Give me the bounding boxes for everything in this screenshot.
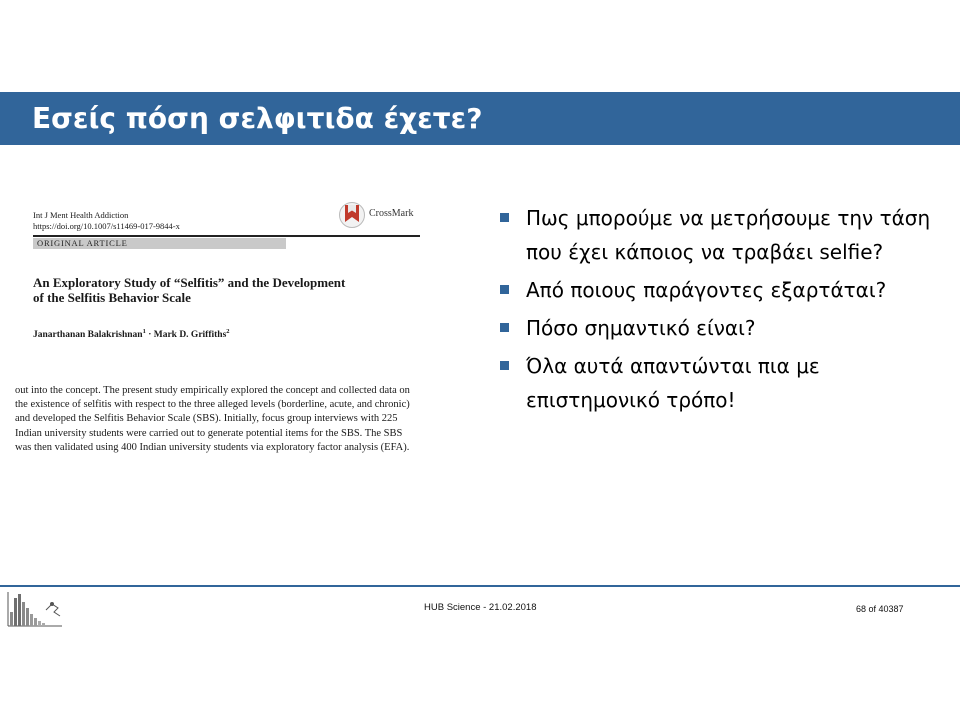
title-bar <box>0 92 960 145</box>
author-name: Janarthanan Balakrishnan <box>33 330 143 341</box>
abstract-line: and developed the Selfitis Behavior Scale (SBS). Initially, focus group interviews with 225 <box>15 413 398 425</box>
paper-excerpt-image <box>0 195 490 480</box>
journal-name: Int J Ment Health Addiction <box>33 210 129 220</box>
bullet-text: Πόσο σημαντικό είναι? <box>526 316 756 340</box>
square-bullet-icon <box>500 323 509 332</box>
slide-title: Εσείς πόση σελφιτιδα έχετε? <box>32 102 483 135</box>
bullet-text: Από ποιους παράγοντες εξαρτάται? <box>526 278 887 302</box>
footer-event: HUB Science - 21.02.2018 <box>424 602 537 613</box>
square-bullet-icon <box>500 213 509 222</box>
author-separator: · <box>145 330 154 341</box>
crossmark-label: CrossMark <box>369 208 414 219</box>
footer-rule <box>0 585 960 587</box>
square-bullet-icon <box>500 285 509 294</box>
paper-title-line: of the Selfitis Behavior Scale <box>33 290 191 305</box>
author-affiliation: 1 <box>142 328 146 335</box>
histogram-logo-icon <box>6 590 64 628</box>
bullet-list <box>500 201 940 421</box>
page-number: 68 of 40387 <box>856 604 904 614</box>
paper-title <box>33 275 473 305</box>
abstract-line: Indian university students were carried out to generate potential items for the SBS. The SBS <box>15 427 403 439</box>
header-rule <box>33 235 420 237</box>
author-name: Mark D. Griffiths <box>153 330 227 341</box>
paper-title-line: An Exploratory Study of “Selfitis” and the Development <box>33 275 346 290</box>
bullet-text: Όλα αυτά απαντώνται πια με επιστημονικό τρόπο! <box>526 354 820 412</box>
bullet-item <box>500 201 940 269</box>
abstract-text <box>15 384 485 455</box>
bullet-item <box>500 349 940 417</box>
bullet-item <box>500 273 940 307</box>
section-bar <box>33 238 286 249</box>
abstract-line: the existence of selfitis with respect to the three alleged levels (borderline, acute, and chronic) <box>15 399 410 411</box>
bullet-text: Πως μπορούμε να μετρήσουμε την τάση που έχει κάποιος να τραβάει selfie? <box>526 206 931 264</box>
abstract-line: out into the concept. The present study empirically explored the concept and collected data on <box>15 385 410 396</box>
paper-authors <box>33 328 230 340</box>
section-label: ORIGINAL ARTICLE <box>37 238 128 248</box>
bullet-item <box>500 311 940 345</box>
square-bullet-icon <box>500 361 509 370</box>
abstract-line: was then validated using 400 Indian university students via exploratory factor analysis (EFA). <box>15 441 410 453</box>
author-affiliation: 2 <box>226 328 230 335</box>
crossmark-icon <box>339 202 365 228</box>
doi-link: https://doi.org/10.1007/s11469-017-9844-x <box>33 221 180 231</box>
